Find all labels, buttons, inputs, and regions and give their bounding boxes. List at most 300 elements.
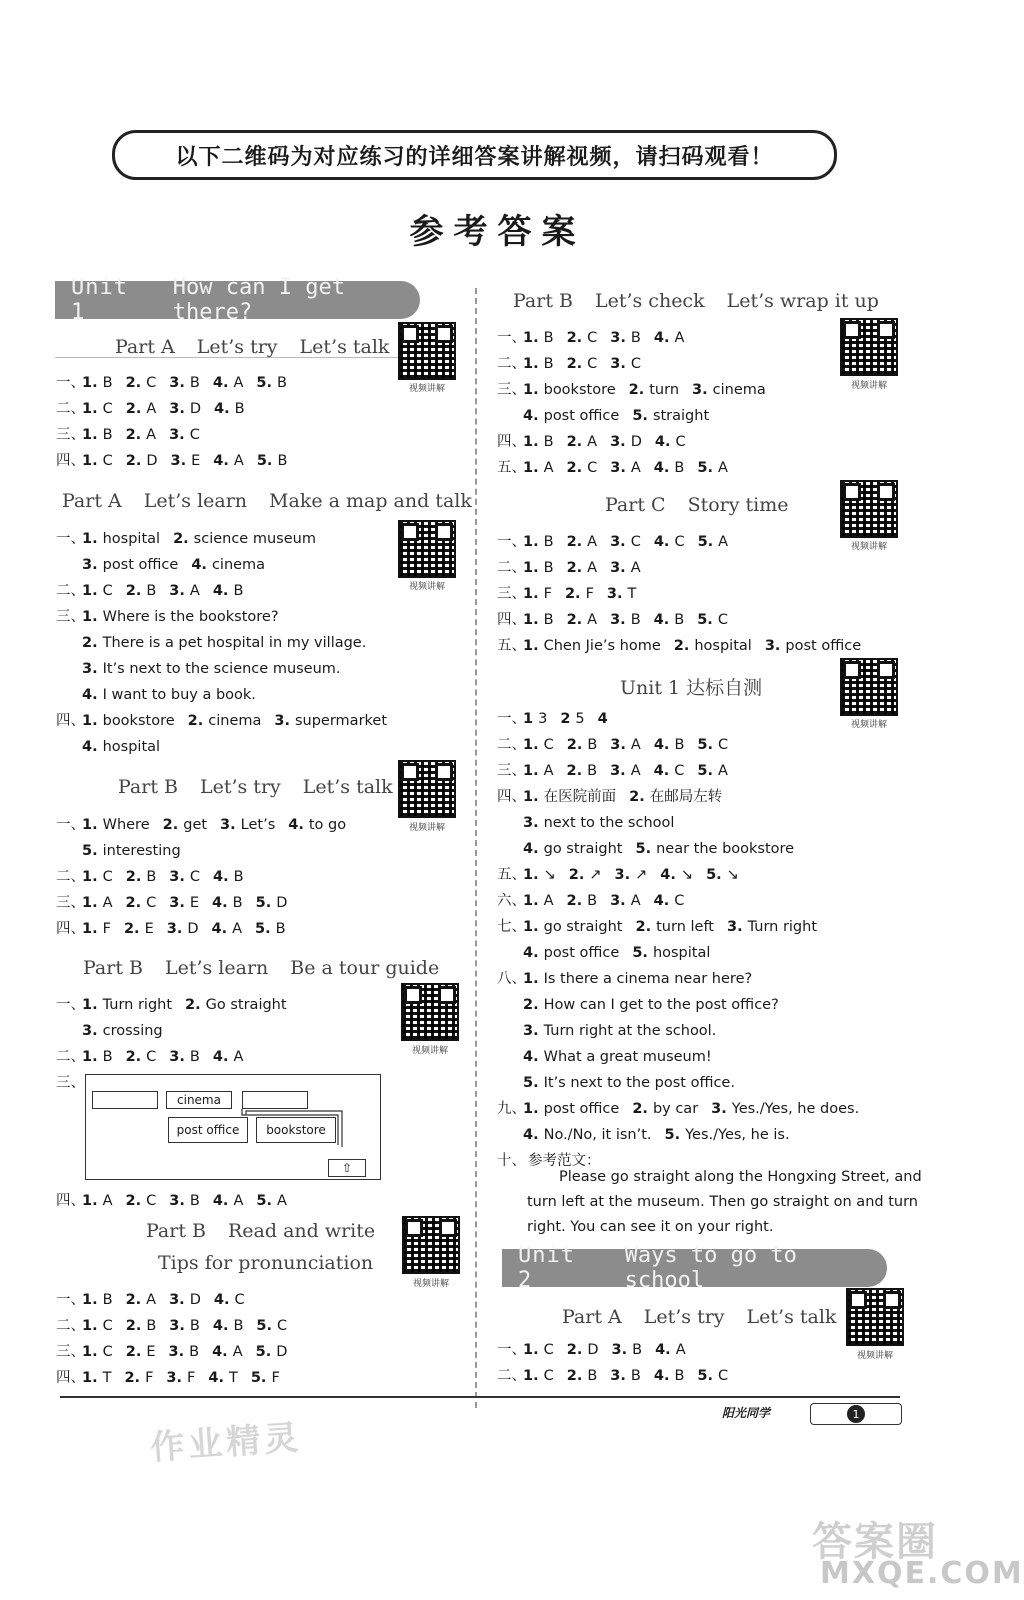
item-answer: B xyxy=(189,1193,200,1209)
item-answer: ↘ xyxy=(680,867,694,883)
item-answer: B xyxy=(632,1342,643,1358)
item-answer: C xyxy=(146,1049,157,1065)
item-number: 3. xyxy=(169,583,185,599)
answer-line xyxy=(497,836,872,862)
answer-item xyxy=(523,638,661,654)
section-heading-part: Part B xyxy=(118,776,178,798)
answer-block xyxy=(56,812,359,942)
question-number: 一、 xyxy=(497,534,526,550)
item-answer: A xyxy=(543,460,554,476)
answer-line xyxy=(497,758,872,784)
item-number: 1. xyxy=(82,427,98,443)
answer-item xyxy=(610,534,641,550)
item-number: 5. xyxy=(697,763,713,779)
item-number: 5. xyxy=(632,408,648,424)
item-number: 2 xyxy=(560,711,571,727)
answer-item xyxy=(256,375,287,391)
item-number: 3. xyxy=(523,815,539,831)
answer-item xyxy=(126,453,158,469)
question-number: 一、 xyxy=(56,1292,85,1308)
item-answer: B xyxy=(674,1368,685,1384)
item-answer: A xyxy=(587,612,598,628)
item-number: 2. xyxy=(125,1292,142,1308)
section-heading xyxy=(115,336,411,358)
item-answer: C xyxy=(102,583,113,599)
item-number: 4. xyxy=(214,401,230,417)
answer-item xyxy=(169,427,200,443)
answer-item xyxy=(213,453,244,469)
qr-code-icon[interactable] xyxy=(842,320,896,374)
item-answer: A xyxy=(675,1342,686,1358)
item-answer: A xyxy=(717,763,728,779)
item-answer: A xyxy=(717,460,728,476)
item-answer: Turn right xyxy=(747,919,818,935)
item-answer: Yes./Yes, he is. xyxy=(685,1127,790,1143)
item-answer: C xyxy=(189,869,201,885)
item-number: 4. xyxy=(653,612,670,628)
answer-line xyxy=(497,633,874,659)
item-number: 1. xyxy=(82,1193,98,1209)
item-number: 1. xyxy=(523,1368,539,1384)
item-number: 1. xyxy=(82,713,98,729)
answer-item xyxy=(212,921,243,937)
item-number: 3. xyxy=(610,534,626,550)
answer-item xyxy=(598,711,613,727)
item-answer: to go xyxy=(308,817,347,833)
item-answer: C xyxy=(146,1193,157,1209)
item-answer: C xyxy=(189,427,200,443)
answer-item xyxy=(82,453,113,469)
answer-line xyxy=(56,734,400,760)
item-answer: crossing xyxy=(102,1023,163,1039)
item-answer: A xyxy=(233,1193,244,1209)
section-heading-part: Part A xyxy=(562,1306,622,1328)
item-number: 4. xyxy=(212,375,229,391)
item-answer: A xyxy=(630,560,641,576)
answer-item xyxy=(660,867,693,883)
item-number: 5. xyxy=(256,1318,273,1334)
item-number: 1. xyxy=(82,531,98,547)
item-number: 4. xyxy=(212,1193,229,1209)
answer-item xyxy=(169,1049,200,1065)
item-answer: A xyxy=(233,1049,244,1065)
answer-line xyxy=(497,555,874,581)
item-number: 4. xyxy=(654,434,671,450)
question-number: 四、 xyxy=(56,1370,85,1386)
answer-item xyxy=(82,895,113,911)
answer-item xyxy=(213,1193,244,1209)
answer-item xyxy=(654,737,685,753)
qr-label: 视频讲解 xyxy=(850,542,887,552)
item-answer: bookstore xyxy=(102,713,175,729)
question-number: 一、 xyxy=(56,817,85,833)
item-answer: A xyxy=(233,375,244,391)
item-answer: F xyxy=(145,1370,154,1386)
item-answer: C xyxy=(234,1292,245,1308)
answer-item xyxy=(523,711,547,727)
item-number: 2. xyxy=(566,612,583,628)
item-number: 4. xyxy=(212,895,228,911)
item-answer: C xyxy=(587,460,598,476)
section-heading-part: Make a map and talk xyxy=(269,490,472,512)
question-number: 七、 xyxy=(497,919,526,935)
item-answer: B xyxy=(102,1292,113,1308)
answer-item xyxy=(213,1049,244,1065)
item-answer: ↗ xyxy=(589,867,602,883)
section-heading-part: Be a tour guide xyxy=(290,957,440,979)
item-number: 1. xyxy=(82,895,98,911)
item-number: 2. xyxy=(125,1344,142,1360)
item-answer: B xyxy=(189,1049,200,1065)
qr-code-icon[interactable] xyxy=(400,324,454,378)
question-number: 二、 xyxy=(497,560,526,576)
answer-item xyxy=(82,1292,113,1308)
answer-item xyxy=(567,434,598,450)
item-number: 3. xyxy=(169,869,185,885)
answer-item xyxy=(697,460,728,476)
answer-item xyxy=(163,817,207,833)
item-answer: Let’s xyxy=(240,817,276,833)
answer-item xyxy=(523,1049,712,1065)
item-number: 1. xyxy=(523,893,539,909)
item-number: 3. xyxy=(169,1292,185,1308)
answer-item xyxy=(610,612,641,628)
item-answer: D xyxy=(146,453,158,469)
item-answer: C xyxy=(675,434,686,450)
section-heading-part: Let’s try xyxy=(199,776,281,798)
item-answer: 3 xyxy=(538,711,548,727)
item-number: 5. xyxy=(697,737,713,753)
item-answer: No./No, it isn’t. xyxy=(543,1127,652,1143)
answer-item xyxy=(208,1370,237,1386)
item-number: 5. xyxy=(632,945,648,961)
item-answer: B xyxy=(102,427,113,443)
question-number: 二、 xyxy=(56,401,85,417)
answer-item xyxy=(82,687,256,703)
item-answer: Where is the bookstore? xyxy=(102,609,279,625)
section-heading-part: Let’s try xyxy=(643,1306,725,1328)
item-answer: C xyxy=(674,534,685,550)
item-number: 5. xyxy=(255,1344,272,1360)
answer-item xyxy=(169,375,200,391)
unit2-banner xyxy=(502,1243,887,1293)
item-number: 3. xyxy=(726,919,743,935)
section-heading-part: Let’s learn xyxy=(143,490,248,512)
question-number: 一、 xyxy=(56,375,85,391)
item-number: 1. xyxy=(523,356,539,372)
item-answer: bookstore xyxy=(543,382,616,398)
answer-item xyxy=(256,1344,288,1360)
qr-code-icon[interactable] xyxy=(403,985,457,1039)
question-number: 四、 xyxy=(497,434,526,450)
item-answer: C xyxy=(587,330,598,346)
answer-item xyxy=(565,586,594,602)
section-heading xyxy=(562,1306,858,1328)
answer-item xyxy=(632,408,709,424)
answer-item xyxy=(213,583,244,599)
qr-code-icon[interactable] xyxy=(400,522,454,576)
answer-item xyxy=(523,460,554,476)
item-number: 3. xyxy=(170,453,187,469)
item-number: 3. xyxy=(169,1318,185,1334)
item-answer: B xyxy=(233,869,244,885)
item-answer: C xyxy=(277,1318,288,1334)
item-answer: A xyxy=(189,583,200,599)
item-answer: D xyxy=(630,434,642,450)
answer-line xyxy=(56,1287,300,1313)
item-number: 2. xyxy=(125,1193,142,1209)
answer-item xyxy=(523,841,623,857)
item-answer: It’s next to the post office. xyxy=(543,1075,735,1091)
answer-item xyxy=(82,817,150,833)
item-number: 4. xyxy=(212,583,229,599)
answer-item xyxy=(567,1342,599,1358)
item-answer: A xyxy=(587,560,598,576)
answer-item xyxy=(523,1101,619,1117)
answer-item xyxy=(711,1101,859,1117)
answer-line xyxy=(497,784,872,810)
item-answer: C xyxy=(146,375,157,391)
item-answer: T xyxy=(228,1370,238,1386)
answer-line xyxy=(497,403,779,429)
answer-line xyxy=(56,604,400,630)
item-number: 2. xyxy=(564,586,581,602)
answer-item xyxy=(82,401,113,417)
section-heading-part: Part A xyxy=(115,336,175,358)
answer-line xyxy=(56,448,300,474)
item-number: 3. xyxy=(82,1023,98,1039)
item-answer: hospital xyxy=(652,945,711,961)
answer-item xyxy=(82,869,113,885)
item-number: 1. xyxy=(523,789,539,805)
item-number: 2. xyxy=(125,375,142,391)
question-number: 三、 xyxy=(56,609,85,625)
answer-item xyxy=(251,1370,280,1386)
item-answer: C xyxy=(587,356,598,372)
map-cinema-box: cinema xyxy=(166,1091,232,1109)
answer-line xyxy=(497,351,779,377)
watermark-right-cn: 答案圈 xyxy=(812,1519,938,1565)
answer-item xyxy=(654,460,685,476)
item-number: 3. xyxy=(610,737,626,753)
answer-item xyxy=(212,895,243,911)
answer-item xyxy=(82,531,160,547)
answer-item xyxy=(523,356,554,372)
answer-item xyxy=(523,997,779,1013)
answer-item xyxy=(727,919,817,935)
answer-line xyxy=(56,992,300,1018)
question-number: 二、 xyxy=(56,1049,85,1065)
answer-item xyxy=(610,893,641,909)
answer-item xyxy=(654,534,685,550)
item-answer: A xyxy=(232,921,243,937)
item-number: 3. xyxy=(606,586,623,602)
item-answer: B xyxy=(277,453,288,469)
watermark-left: 作业精灵 xyxy=(149,1417,304,1469)
item-answer: D xyxy=(189,1292,201,1308)
item-answer: cinema xyxy=(712,382,766,398)
answer-item xyxy=(567,893,598,909)
item-number: 1. xyxy=(523,919,539,935)
question-number: 一、 xyxy=(497,1342,526,1358)
section-heading-part: Part B xyxy=(83,957,143,979)
question-number: 三、 xyxy=(497,586,526,602)
section-heading-part: Part A xyxy=(62,490,122,512)
answer-item xyxy=(188,713,262,729)
answer-line xyxy=(497,1018,872,1044)
answer-item xyxy=(567,560,598,576)
item-answer: A xyxy=(587,534,598,550)
item-number: 2. xyxy=(173,531,189,547)
answer-item xyxy=(126,895,157,911)
answer-item xyxy=(82,739,160,755)
item-number: 4. xyxy=(523,1049,539,1065)
watermark-right-en: MXQE.COM xyxy=(820,1556,1024,1591)
answer-item xyxy=(523,612,554,628)
item-answer: 在邮局左转 xyxy=(649,789,723,805)
answer-item xyxy=(567,612,598,628)
answer-item xyxy=(655,1342,686,1358)
item-number: 3. xyxy=(166,1370,183,1386)
question-number: 三、 xyxy=(56,1344,85,1360)
answer-item xyxy=(567,763,598,779)
question-number: 五、 xyxy=(497,638,526,654)
answer-line xyxy=(56,1313,300,1339)
answer-item xyxy=(523,1368,554,1384)
item-answer: A xyxy=(630,460,641,476)
answer-item xyxy=(632,1101,698,1117)
item-number: 1 xyxy=(523,711,534,727)
answer-item xyxy=(607,586,636,602)
answer-item xyxy=(610,737,641,753)
item-answer: B xyxy=(189,1318,200,1334)
item-answer: interesting xyxy=(102,843,181,859)
item-answer: A xyxy=(102,895,113,911)
item-number: 3. xyxy=(610,330,626,346)
qr-code-icon[interactable] xyxy=(848,1290,902,1344)
item-number: 5. xyxy=(697,534,714,550)
section-heading xyxy=(146,1220,397,1242)
answer-item xyxy=(654,330,685,346)
item-answer: B xyxy=(587,737,598,753)
answer-item xyxy=(169,583,200,599)
answer-item xyxy=(126,1318,157,1334)
answer-line xyxy=(56,422,300,448)
item-number: 2. xyxy=(673,638,690,654)
answer-item xyxy=(610,1368,641,1384)
item-answer: E xyxy=(191,453,201,469)
answer-item xyxy=(523,434,554,450)
answer-item xyxy=(523,408,619,424)
answer-item xyxy=(567,737,598,753)
item-number: 2. xyxy=(125,1318,142,1334)
answer-line xyxy=(497,1122,872,1148)
item-answer: cinema xyxy=(208,713,262,729)
item-number: 3. xyxy=(764,638,781,654)
qr-label: 视频讲解 xyxy=(850,720,887,730)
answer-line xyxy=(497,529,874,555)
item-number: 1. xyxy=(82,921,98,937)
answer-line xyxy=(497,992,872,1018)
item-answer: 参考范文： xyxy=(528,1153,601,1169)
map-diagram xyxy=(85,1074,381,1180)
item-answer: How can I get to the post office? xyxy=(543,997,779,1013)
answer-item xyxy=(697,612,728,628)
item-number: 1. xyxy=(523,434,539,450)
item-number: 4. xyxy=(288,817,304,833)
answer-item xyxy=(213,869,244,885)
item-answer: next to the school xyxy=(543,815,675,831)
answer-item xyxy=(82,1370,111,1386)
item-number: 1. xyxy=(523,612,539,628)
unit1-title: How can I get there? xyxy=(172,275,345,325)
answer-item xyxy=(126,1292,157,1308)
section-heading-part: Part C xyxy=(605,494,666,516)
item-answer: C xyxy=(674,763,685,779)
item-answer: Where xyxy=(102,817,150,833)
item-answer: A xyxy=(232,1344,243,1360)
item-answer: C xyxy=(102,401,113,417)
answer-item xyxy=(567,330,598,346)
answer-item xyxy=(567,356,598,372)
answer-item xyxy=(82,1344,113,1360)
item-number: 4. xyxy=(213,453,229,469)
qr-label: 视频讲解 xyxy=(412,1279,449,1289)
section-heading-part: Part B xyxy=(146,1220,206,1242)
item-number: 5. xyxy=(255,921,271,937)
item-answer: ↗ xyxy=(635,867,648,883)
answer-item xyxy=(523,1023,716,1039)
item-answer: B xyxy=(232,895,243,911)
map-question-label: 三、 xyxy=(56,1075,85,1091)
qr-code-icon[interactable] xyxy=(842,482,896,536)
item-number: 3. xyxy=(82,557,98,573)
item-number: 3. xyxy=(274,713,290,729)
item-number: 3. xyxy=(610,560,626,576)
answer-line xyxy=(497,607,874,633)
answer-line xyxy=(56,396,300,422)
item-answer: A xyxy=(276,1193,287,1209)
section-heading-part: Let’s check xyxy=(594,290,705,312)
question-number: 一、 xyxy=(56,997,85,1013)
item-answer: T xyxy=(102,1370,112,1386)
item-answer: post office xyxy=(543,1101,620,1117)
answer-item xyxy=(629,789,722,805)
item-answer: Turn right at the school. xyxy=(543,1023,717,1039)
qr-code-icon[interactable] xyxy=(404,1218,458,1272)
item-number: 3. xyxy=(169,427,185,443)
item-answer: go straight xyxy=(543,919,623,935)
item-number: 3. xyxy=(166,921,183,937)
answer-item xyxy=(171,453,201,469)
qr-label: 视频讲解 xyxy=(408,384,445,394)
qr-code-icon[interactable] xyxy=(400,762,454,816)
item-number: 2. xyxy=(125,453,142,469)
answer-item xyxy=(82,427,113,443)
answer-item xyxy=(126,1049,157,1065)
item-answer: D xyxy=(587,1342,599,1358)
item-answer: B xyxy=(674,612,685,628)
item-number: 5. xyxy=(250,1370,267,1386)
question-number: 九、 xyxy=(497,1101,526,1117)
item-number: 3. xyxy=(614,867,631,883)
section-heading-part: Let’s talk xyxy=(302,776,393,798)
answer-item xyxy=(636,919,714,935)
item-number: 1. xyxy=(82,869,98,885)
answer-item xyxy=(185,997,287,1013)
item-answer: A xyxy=(630,893,641,909)
item-number: 4. xyxy=(82,739,98,755)
